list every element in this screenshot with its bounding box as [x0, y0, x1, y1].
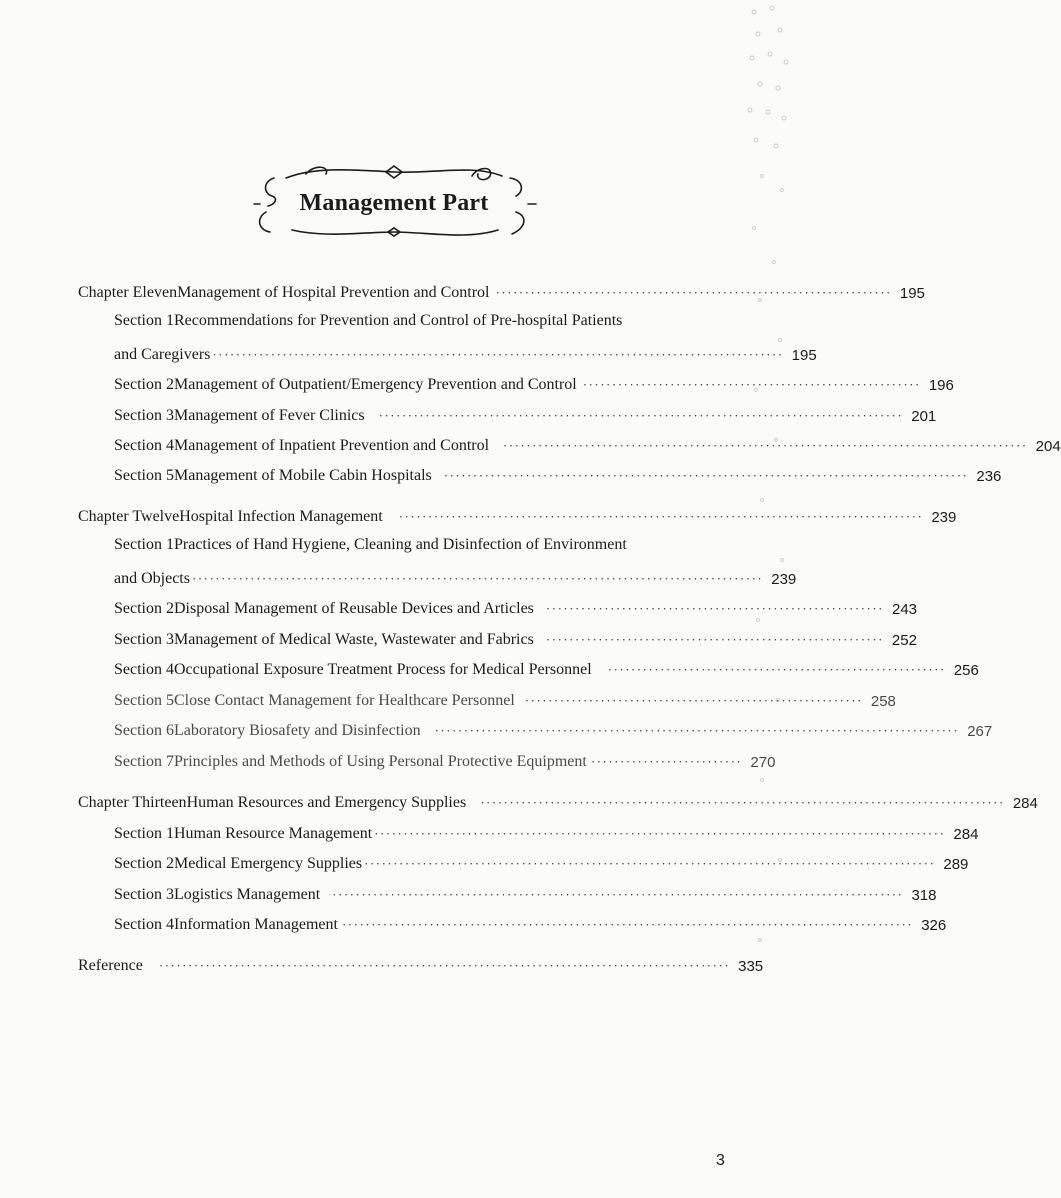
section-label: Section 4 — [114, 916, 174, 933]
section-label: Section 3 — [114, 886, 174, 903]
page-number: 270 — [750, 754, 776, 771]
page-number: 267 — [967, 723, 993, 740]
dot-leader: ·································································································· — [191, 571, 764, 586]
section-title: Management of Mobile Cabin Hospitals — [174, 467, 432, 484]
section-label: Section 1 — [114, 536, 174, 553]
toc-ch12-section-1-line1[interactable] — [114, 536, 627, 554]
dot-leader: ·························································· — [545, 632, 884, 647]
toc-ch13-section-3[interactable] — [114, 882, 937, 904]
part-title: Management Part — [299, 190, 489, 216]
section-label: Section 1 — [114, 312, 174, 329]
section-label: Section 2 — [114, 855, 174, 872]
toc-chapter-eleven[interactable] — [78, 280, 925, 302]
page-number: 256 — [953, 662, 979, 679]
page-number: 289 — [943, 856, 969, 873]
section-title: Human Resource Management — [174, 825, 373, 842]
toc-ch12-section-4[interactable] — [114, 657, 979, 679]
page-number: 204 — [1035, 438, 1061, 455]
toc-ch13-section-2[interactable] — [114, 851, 969, 873]
section-title: Management of Outpatient/Emergency Prevention and Control — [174, 376, 577, 393]
section-title: Management of Fever Clinics — [174, 407, 365, 424]
section-label: Section 3 — [114, 631, 174, 648]
section-label: Section 5 — [114, 692, 174, 709]
part-title-ornament — [246, 160, 542, 244]
section-title: Logistics Management — [174, 886, 321, 903]
toc-chapter-twelve[interactable] — [78, 504, 957, 526]
section-label: Section 4 — [114, 661, 174, 678]
page-footer-number: 3 — [716, 1152, 725, 1169]
page-number: 236 — [976, 468, 1002, 485]
page-number: 195 — [899, 285, 925, 302]
toc-ch11-section-1-line1[interactable] — [114, 312, 622, 330]
toc-ch11-section-4[interactable] — [114, 433, 1061, 455]
toc-ch11-section-2[interactable] — [114, 372, 954, 394]
dot-leader: ·································································································· — [212, 347, 784, 362]
dot-leader: ·························································· — [524, 693, 863, 708]
section-label: Section 1 — [114, 825, 174, 842]
toc-ch11-section-3[interactable] — [114, 403, 937, 425]
section-title-line1: Practices of Hand Hygiene, Cleaning and Disinfection of Environment — [174, 536, 627, 553]
section-title: Management of Medical Waste, Wastewater and Fabrics — [174, 631, 534, 648]
page-number: 326 — [921, 917, 947, 934]
dot-leader: ·································································································· — [374, 826, 946, 841]
section-title: and Objects — [114, 570, 190, 587]
section-title: and Caregivers — [114, 346, 211, 363]
dot-leader: ···································································· — [495, 285, 892, 300]
dot-leader: ·························· — [590, 754, 743, 769]
section-label: Section 4 — [114, 437, 174, 454]
chapter-label: Chapter Eleven — [78, 284, 178, 301]
toc-ch13-section-4[interactable] — [114, 912, 947, 934]
page-number: 239 — [931, 509, 957, 526]
section-title: Occupational Exposure Treatment Process for Medical Personnel — [174, 661, 592, 678]
section-title: Laboratory Biosafety and Disinfection — [174, 722, 421, 739]
page-number: 335 — [738, 958, 764, 975]
section-label: Section 7 — [114, 753, 174, 770]
dot-leader: ·························································································· — [378, 408, 904, 423]
dot-leader: ·································································································· — [158, 958, 731, 973]
section-title: Medical Emergency Supplies — [174, 855, 363, 872]
section-title: Disposal Management of Reusable Devices and Articles — [174, 600, 534, 617]
section-label: Section 6 — [114, 722, 174, 739]
section-label: Section 2 — [114, 376, 174, 393]
dot-leader: ·························································· — [582, 377, 921, 392]
section-label: Section 3 — [114, 407, 174, 424]
section-label: Section 5 — [114, 467, 174, 484]
chapter-label: Chapter Twelve — [78, 508, 180, 525]
section-label: Section 2 — [114, 600, 174, 617]
dot-leader: ·························································································· — [398, 509, 924, 524]
section-title: Information Management — [174, 916, 338, 933]
dot-leader: ·························································································· — [480, 795, 1005, 810]
page-number: 252 — [891, 632, 917, 649]
toc-ch13-section-1[interactable] — [114, 821, 979, 843]
page-number: 196 — [928, 377, 954, 394]
page-number: 239 — [771, 571, 797, 588]
toc-ch12-section-3[interactable] — [114, 627, 917, 649]
dot-leader: ·························································································· — [503, 438, 1028, 453]
page-number: 201 — [911, 408, 937, 425]
dot-leader: ·································································································· — [332, 887, 904, 902]
toc-ch12-section-7[interactable] — [114, 749, 776, 771]
toc-ch12-section-2[interactable] — [114, 596, 918, 618]
section-title-line1: Recommendations for Prevention and Control of Pre-hospital Patients — [174, 312, 623, 329]
dot-leader: ·························································· — [607, 662, 946, 677]
page-number: 195 — [791, 347, 817, 364]
dot-leader: ·································································································· — [341, 917, 914, 932]
section-title: Principles and Methods of Using Personal Protective Equipment — [174, 753, 587, 770]
page-number: 243 — [892, 601, 918, 618]
dot-leader: ·························································································· — [434, 723, 960, 738]
dot-leader: ·································································································· — [364, 856, 936, 871]
chapter-label: Chapter Thirteen — [78, 794, 187, 811]
toc-ch11-section-1[interactable] — [114, 342, 817, 364]
chapter-title: Management of Hospital Prevention and Control — [177, 284, 490, 301]
chapter-title: Hospital Infection Management — [179, 508, 383, 525]
section-title: Management of Inpatient Prevention and Control — [174, 437, 490, 454]
page-number: 284 — [953, 826, 979, 843]
section-title: Close Contact Management for Healthcare Personnel — [174, 692, 515, 709]
toc-ch12-section-5[interactable] — [114, 688, 896, 710]
page-number: 258 — [870, 693, 896, 710]
reference-label: Reference — [78, 957, 143, 974]
dot-leader: ·························································· — [545, 601, 884, 616]
chapter-title: Human Resources and Emergency Supplies — [186, 794, 467, 811]
toc-ch12-section-6[interactable] — [114, 718, 993, 740]
margin-dot-pattern — [740, 0, 800, 1000]
toc-reference[interactable] — [78, 953, 764, 975]
toc-ch12-section-1[interactable] — [114, 566, 797, 588]
toc-ch11-section-5[interactable] — [114, 463, 1002, 485]
toc-chapter-thirteen[interactable] — [78, 790, 1038, 812]
dot-leader: ·························································································· — [443, 468, 969, 483]
page-number: 284 — [1012, 795, 1038, 812]
page-number: 318 — [911, 887, 937, 904]
